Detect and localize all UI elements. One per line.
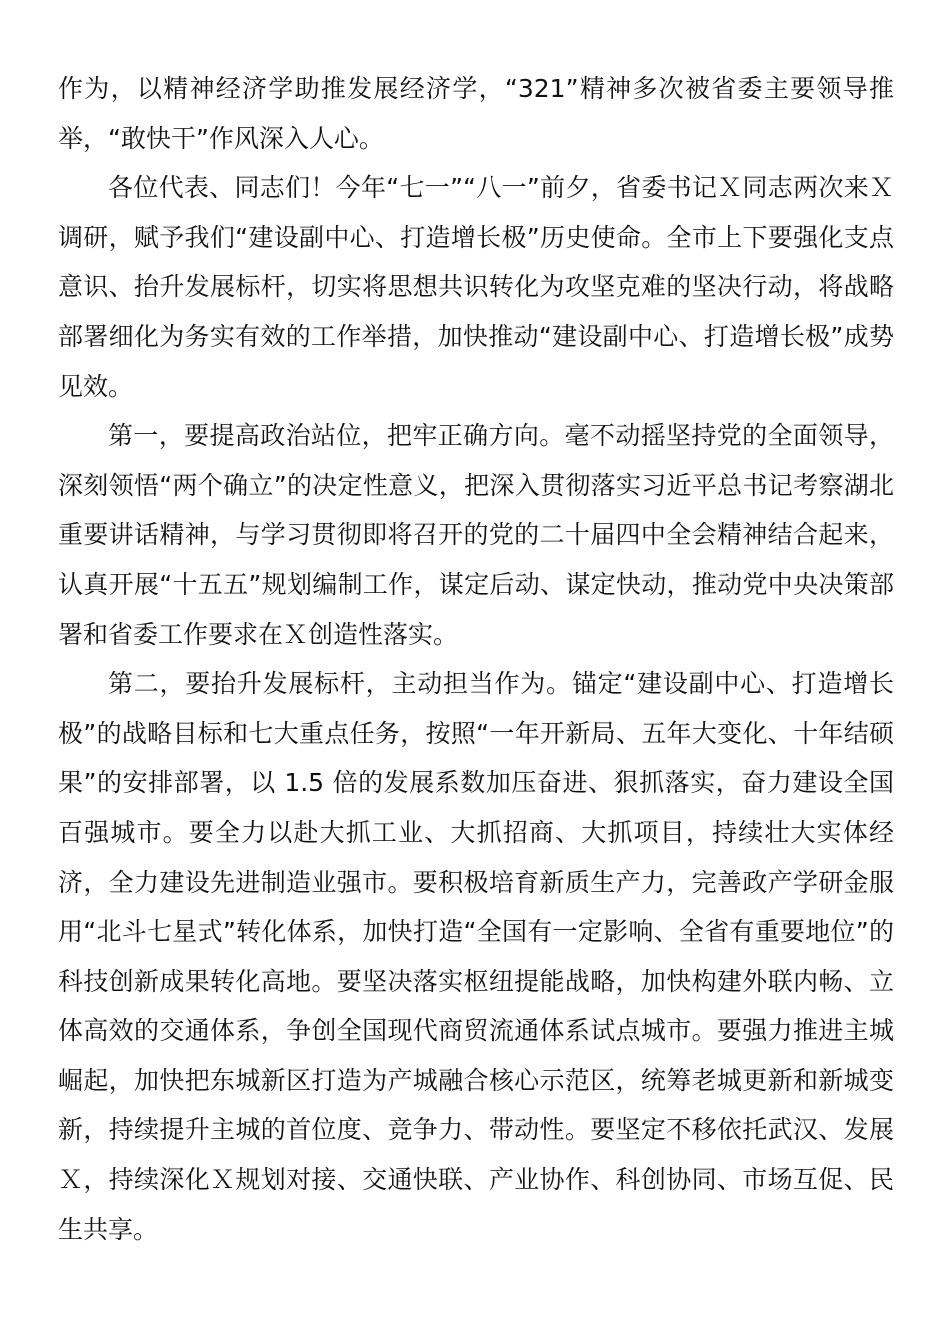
document-body xyxy=(58,64,894,1254)
paragraph-continuation: 作为，以精神经济学助推发展经济学，“321”精神多次被省委主要领导推举，“敢快干”作风深入人心。 xyxy=(58,74,894,153)
paragraph-point-one: 第一，要提高政治站位，把牢正确方向。毫不动摇坚持党的全面领导，深刻领悟“两个确立”的决定性意义，把深入贯彻落实习近平总书记考察湖北重要讲话精神，与学习贯彻即将召开的党的二十届四中全会精神结合起来，认真开展“十五五”规划编制工作，谋定后动、谋定快动，推动党中央决策部署和省委工作要求在Ｘ创造性落实。 xyxy=(58,421,894,649)
paragraph-point-two: 第二，要抬升发展标杆，主动担当作为。锚定“建设副中心、打造增长极”的战略目标和七大重点任务，按照“一年开新局、五年大变化、十年结硕果”的安排部署，以 1.5 倍的发展系数加压奋进、狠抓落实，奋力建设全国百强城市。要全力以赴大抓工业、大抓招商、大抓项目，持续壮大实体经济，全力建设先进制造业强市。要积极培育新质生产力，完善政产学研金服用“北斗七星式”转化体系，加快打造“全国有一定影响、全省有重要地位”的科技创新成果转化高地。要坚决落实枢纽提能战略，加快构建外联内畅、立体高效的交通体系，争创全国现代商贸流通体系试点城市。要强力推进主城崛起，加快把东城新区打造为产城融合核心示范区，统筹老城更新和新城变新，持续提升主城的首位度、竞争力、带动性。要坚定不移依托武汉、发展Ｘ，持续深化Ｘ规划对接、交通快联、产业协作、科创协同、市场互促、民生共享。 xyxy=(58,669,894,1244)
paragraph-address: 各位代表、同志们！今年“七一”“八一”前夕，省委书记Ｘ同志两次来Ｘ调研，赋予我们“建设副中心、打造增长极”历史使命。全市上下要强化支点意识、抬升发展标杆，切实将思想共识转化为攻坚克难的坚决行动，将战略部署细化为务实有效的工作举措，加快推动“建设副中心、打造增长极”成势见效。 xyxy=(58,173,894,401)
